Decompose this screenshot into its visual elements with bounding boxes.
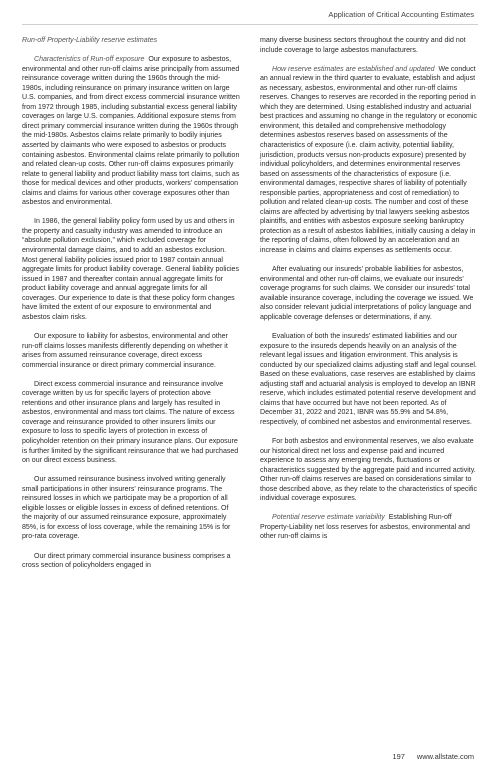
paragraph bbox=[22, 55, 240, 208]
paragraph-heading: Characteristics of Run-off exposure bbox=[34, 56, 145, 64]
running-header: Application of Critical Accounting Estimates bbox=[328, 10, 474, 19]
paragraph bbox=[260, 513, 478, 542]
section-heading: Run-off Property-Liability reserve estimates bbox=[22, 37, 158, 44]
paragraph: In 1986, the general liability policy form used by us and others in the property and casualty industry was amended to introduce an “absolute pollution exclusion,” which excluded coverage for environmental damage claims, and to add an asbestos exclusion. Most general liability policies issued prior to 1987 contain annual aggregate limits for product liability coverage. General liability policies issued in 1987 and thereafter contain annual aggregate limits for product liability coverage and annual aggregate limits for all coverages. Our experience to date is that these policy form changes have limited the extent of our exposure to environmental and asbestos claim risks. bbox=[22, 218, 239, 321]
paragraph: For both asbestos and environmental reserves, we also evaluate our historical direct net loss and expense paid and incurred experience to assess any emerging trends, fluctuations or characteristics suggested by the aggregate paid and incurred activity. Other run-off claims reserves are based on considerations similar to those described above, as they relate to the characteristics of specific individual coverage exposures. bbox=[260, 437, 478, 503]
right-column bbox=[260, 36, 478, 542]
paragraph: Direct excess commercial insurance and reinsurance involve coverage written by us for specific layers of protection above retentions and other insurance plans and largely has resulted in asbestos, environmental and mass tort claims. The nature of excess coverage and reinsurance provided to other insurers limits our exposure to loss to specific layers of protection in excess of policyholder retention on their primary insurance plans. Our exposure is further limited by the significant reinsurance that we had purchased on our direct excess business. bbox=[22, 380, 239, 465]
paragraph: After evaluating our insureds' probable liabilities for asbestos, environmental and other run-off claims, we evaluate our insureds' coverage programs for such claims. We consider our insureds' total available insurance coverage, including the coverage we issued. We also consider relevant judicial interpretations of policy language and applicable coverage defenses or determinations, if any. bbox=[260, 266, 474, 321]
paragraph-heading: How reserve estimates are established and updated bbox=[272, 65, 435, 73]
footer-url[interactable]: www.allstate.com bbox=[416, 752, 474, 761]
paragraph-heading: Potential reserve estimate variability bbox=[272, 514, 385, 522]
left-column bbox=[22, 36, 240, 571]
paragraph-body: We conduct an annual review in the third quarter to evaluate, establish and adjust as necessary, asbestos, environmental and other run-off claims reserves. Changes to reserves are recorded in the reporting period in which they are determined. Using established industry and actuarial best practices and assuming no change in the regulatory or economic environment, this detailed and comprehensive methodology determines asbestos reserves based on assessments of the characteristics of exposure (i.e. claim activity, potential liability, jurisdiction, products versus non-products exposure) presented by individual policyholders, and determines environmental reserves based on assessments of the characteristics of exposure (i.e. environmental damages, respective shares of liability of potentially responsible parties, appropriateness and cost of remediation) to pollution and related clean-up costs. The number and cost of these claims are affected by advertising by trial lawyers seeking asbestos plaintiffs, and entities with asbestos exposure seeking bankruptcy protection as a result of asbestos liabilities, initially causing a delay in the reporting of claims, often followed by an acceleration and an increase in claims and claims expenses as settlements occur. bbox=[260, 65, 478, 255]
paragraph-body: Establishing Run-off Property-Liability net loss reserves for asbestos, environmental and other run-off claims is bbox=[260, 514, 470, 541]
paragraph: Evaluation of both the insureds' estimated liabilities and our exposure to the insureds depends heavily on an analysis of the relevant legal issues and litigation environment. This analysis is conducted by our specialized claims adjusting staff and legal counsel. Based on these evaluations, case reserves are established by claims adjusting staff and actuarial analysis is employed to develop an IBNR reserve, which includes estimated potential reserve development and claims that have occurred but have not been reported. As of December 31, 2022 and 2021, IBNR was 55.9% and 54.8%, respectively, of combined net asbestos and environmental reserves. bbox=[260, 332, 477, 426]
paragraph: Our exposure to liability for asbestos, environmental and other run-off claims losses manifests differently depending on whether it arises from assumed reinsurance coverage, direct excess commercial insurance or direct primary commercial insurance. bbox=[22, 332, 228, 369]
paragraph: Our assumed reinsurance business involved writing generally small participations in other insurers' reinsurance programs. The reinsured losses in which we participate may be a proportion of all eligible losses or eligible losses in excess of defined retentions. Of the majority of our assumed reinsurance exposure, approximately 85%, is for excess of loss coverage, while the remaining 15% is for pro-rata coverage. bbox=[22, 476, 231, 541]
paragraph: Our direct primary commercial insurance business comprises a cross section of policyholders engaged in bbox=[22, 552, 231, 570]
paragraph-body: Our exposure to asbestos, environmental and other run-off claims arise principally from assumed reinsurance coverage written during the 1960s through the mid-1980s, including reinsurance on primary insurance written on large U.S. companies, and from direct excess commercial insurance written from 1972 through 1985, including substantial excess general liability coverages on large U.S. companies. Additional exposure stems from direct primary commercial insurance written during the 1960s through the mid-1980s. Asbestos claims relate primarily to bodily injuries asserted by claimants who were exposed to asbestos or products containing asbestos. Environmental claims relate primarily to pollution and related clean-up costs. Other run-off claims exposures primarily relate to general liability and product liability mass tort claims, such as those for medical devices and other products, workers' compensation claims and claims for various other coverage exposures other than asbestos and environmental. bbox=[22, 56, 240, 207]
paragraph bbox=[260, 65, 478, 256]
paragraph: many diverse business sectors throughout the country and did not include coverage to large asbestos manufacturers. bbox=[260, 37, 466, 54]
header-rule bbox=[22, 24, 478, 25]
page-number: 197 bbox=[392, 752, 405, 761]
page-footer bbox=[393, 752, 475, 761]
